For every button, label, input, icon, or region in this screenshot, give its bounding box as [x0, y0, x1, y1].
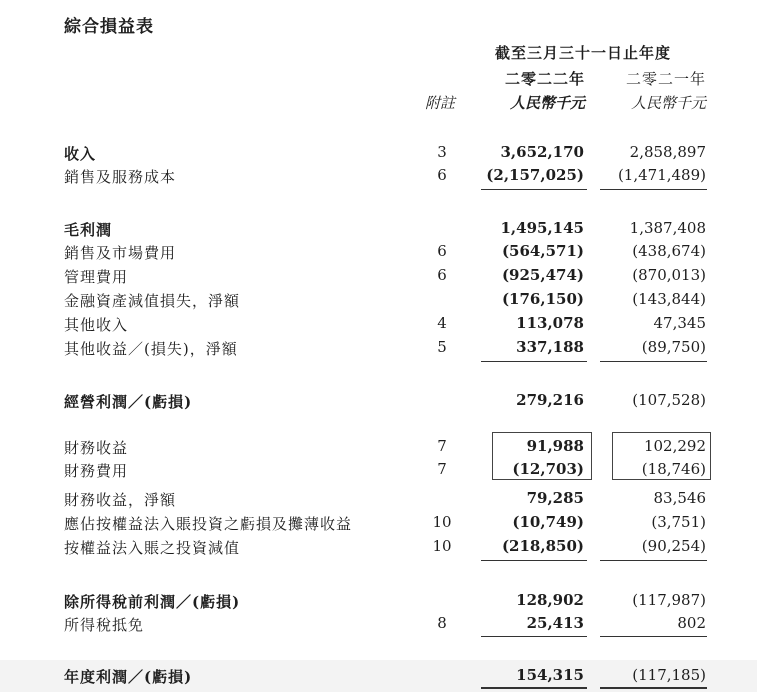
table-row-cost-of-sales — [0, 166, 757, 188]
table-row-investment-impairment — [0, 537, 757, 559]
table-row-finance-income — [0, 437, 757, 459]
row-label: 應佔按權益法入賬投資之虧損及攤薄收益 — [64, 515, 353, 533]
value-2022: 79,285 — [526, 489, 584, 507]
value-2021: (1,471,489) — [617, 166, 706, 184]
value-2021: 102,292 — [643, 437, 706, 455]
row-label: 財務收益 — [64, 439, 129, 457]
value-2022: 154,315 — [516, 666, 584, 684]
table-row-selling-expenses — [0, 242, 757, 264]
note-column-header: 附註 — [424, 94, 455, 112]
year-2021-header: 二零二一年 — [625, 70, 706, 88]
subtotal-rule-2021 — [600, 636, 707, 637]
value-2022: (10,749) — [512, 513, 584, 531]
value-2021: (117,185) — [632, 666, 706, 684]
row-note: 6 — [437, 266, 447, 284]
statement-title: 綜合損益表 — [64, 17, 154, 37]
value-2022: (925,474) — [501, 266, 584, 284]
subtotal-rule-2022 — [481, 361, 587, 362]
table-row-other-gains — [0, 338, 757, 360]
row-label: 年度利潤／(虧損) — [64, 668, 193, 686]
period-header: 截至三月三十一日止年度 — [494, 44, 671, 62]
year-2022-header: 二零二二年 — [504, 70, 585, 88]
row-label: 經營利潤／(虧損) — [64, 393, 193, 411]
row-label: 財務收益，淨額 — [64, 491, 177, 509]
row-label: 按權益法入賬之投資減值 — [64, 539, 241, 557]
value-2021: 83,546 — [653, 489, 706, 507]
value-2021: (3,751) — [651, 513, 706, 531]
table-row-share-of-losses — [0, 513, 757, 535]
table-row-other-income — [0, 314, 757, 336]
value-2022: 25,413 — [526, 614, 584, 632]
value-2022: 113,078 — [516, 314, 584, 332]
row-note: 10 — [432, 537, 452, 555]
value-2021: (89,750) — [641, 338, 706, 356]
value-2022: 128,902 — [516, 591, 584, 609]
row-note: 10 — [432, 513, 452, 531]
row-label: 除所得稅前利潤／(虧損) — [64, 593, 241, 611]
row-label: 管理費用 — [64, 268, 129, 286]
unit-2021-header: 人民幣千元 — [630, 94, 706, 112]
value-2021: (90,254) — [641, 537, 706, 555]
subtotal-rule-2022 — [481, 636, 587, 637]
row-note: 7 — [437, 460, 447, 478]
row-label: 所得稅抵免 — [64, 616, 145, 634]
value-2021: 802 — [677, 614, 706, 632]
table-row-gross-profit — [0, 219, 757, 241]
total-double-rule-2021 — [600, 687, 707, 689]
table-row-profit-for-year — [0, 666, 757, 688]
value-2022: 337,188 — [516, 338, 584, 356]
row-note: 3 — [437, 143, 447, 161]
value-2021: (107,528) — [632, 391, 706, 409]
row-label: 金融資產減值損失，淨額 — [64, 292, 241, 310]
table-row-finance-income-net — [0, 489, 757, 511]
row-label: 毛利潤 — [64, 221, 113, 239]
value-2021: (870,013) — [632, 266, 706, 284]
row-label: 其他收益／(損失)，淨額 — [64, 340, 238, 358]
row-label: 銷售及服務成本 — [64, 168, 177, 186]
value-2022: (218,850) — [501, 537, 584, 555]
value-2021: (18,746) — [641, 460, 706, 478]
row-label: 其他收入 — [64, 316, 129, 334]
subtotal-rule-2021 — [600, 189, 707, 190]
row-note: 5 — [437, 338, 447, 356]
value-2021: 2,858,897 — [629, 143, 706, 161]
value-2022: 91,988 — [526, 437, 584, 455]
total-double-rule-2022 — [481, 687, 587, 689]
value-2022: 3,652,170 — [500, 143, 584, 161]
table-row-admin-expenses — [0, 266, 757, 288]
table-row-income-tax-credit — [0, 614, 757, 636]
table-row-profit-before-tax — [0, 591, 757, 613]
value-2021: (438,674) — [632, 242, 706, 260]
value-2021: (117,987) — [632, 591, 706, 609]
row-note: 7 — [437, 437, 447, 455]
value-2022: (564,571) — [501, 242, 584, 260]
row-note: 8 — [437, 614, 447, 632]
table-row-operating-profit — [0, 391, 757, 413]
row-label: 收入 — [64, 145, 97, 163]
row-label: 銷售及市場費用 — [64, 244, 177, 262]
value-2022: (176,150) — [501, 290, 584, 308]
row-note: 4 — [437, 314, 447, 332]
table-row-impairment-losses — [0, 290, 757, 312]
table-row-finance-costs — [0, 460, 757, 482]
value-2022: 1,495,145 — [500, 219, 584, 237]
row-label: 財務費用 — [64, 462, 129, 480]
subtotal-rule-2021 — [600, 361, 707, 362]
row-note: 6 — [437, 166, 447, 184]
value-2022: (12,703) — [512, 460, 584, 478]
table-row-revenue — [0, 143, 757, 165]
subtotal-rule-2022 — [481, 560, 587, 561]
subtotal-rule-2022 — [481, 189, 587, 190]
unit-2022-header: 人民幣千元 — [509, 94, 585, 112]
value-2021: 1,387,408 — [629, 219, 706, 237]
row-note: 6 — [437, 242, 447, 260]
value-2021: 47,345 — [653, 314, 706, 332]
value-2021: (143,844) — [632, 290, 706, 308]
subtotal-rule-2021 — [600, 560, 707, 561]
value-2022: (2,157,025) — [486, 166, 584, 184]
value-2022: 279,216 — [516, 391, 584, 409]
